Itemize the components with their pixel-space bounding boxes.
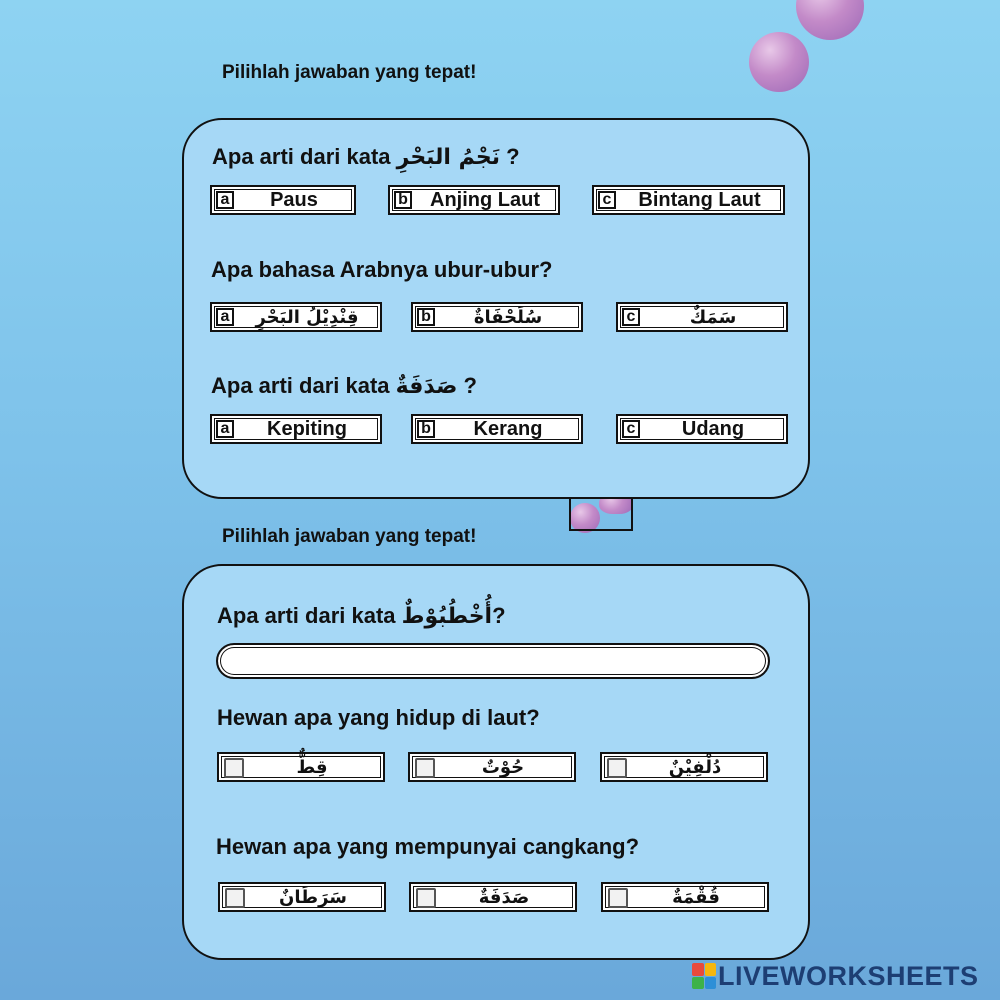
option-a[interactable] xyxy=(210,414,382,444)
question-arabic-word: صَدَفَةٌ xyxy=(395,374,458,399)
option-letter: c xyxy=(622,420,640,438)
logo-square xyxy=(692,963,704,976)
checkbox[interactable] xyxy=(416,888,436,908)
option-label: سَمَكٌ xyxy=(689,307,737,328)
question-text: Apa arti dari kata xyxy=(211,373,396,398)
option-letter: a xyxy=(216,308,234,326)
option-label: Kepiting xyxy=(267,418,347,440)
option-letter: a xyxy=(216,420,234,438)
option-label: حُوْتٌ xyxy=(481,757,525,778)
question-4 xyxy=(217,603,506,629)
checkbox[interactable] xyxy=(607,758,627,778)
option-label: سَرَطَانٌ xyxy=(279,887,347,908)
checkbox-option[interactable] xyxy=(408,752,576,782)
logo-square xyxy=(692,977,704,990)
question-text: Apa arti dari kata xyxy=(217,603,402,628)
option-label: Anjing Laut xyxy=(430,189,540,211)
checkbox[interactable] xyxy=(415,758,435,778)
option-letter: c xyxy=(598,191,616,209)
liveworksheets-logo[interactable] xyxy=(692,960,979,992)
option-label: قِنْدِيْلُ البَحْرِ xyxy=(255,307,359,328)
question-text: Apa arti dari kata xyxy=(212,144,397,169)
question-text: Hewan apa yang mempunyai cangkang? xyxy=(216,834,640,859)
checkbox-option[interactable] xyxy=(600,752,768,782)
question-5 xyxy=(217,705,540,731)
option-c[interactable] xyxy=(592,185,785,215)
option-b[interactable] xyxy=(411,414,583,444)
question-2 xyxy=(211,257,552,283)
option-label: صَدَفَةٌ xyxy=(478,887,530,908)
option-label: Udang xyxy=(681,418,745,440)
checkbox[interactable] xyxy=(224,758,244,778)
answer-input[interactable] xyxy=(216,643,770,679)
option-label: دُلْفِيْنٌ xyxy=(668,757,722,778)
brand-name: LIVEWORKSHEETS xyxy=(718,960,979,991)
logo-square xyxy=(705,963,717,976)
option-letter: c xyxy=(622,308,640,326)
option-label: Bintang Laut xyxy=(638,189,761,211)
logo-square xyxy=(705,977,717,990)
question-text: Apa bahasa Arabnya ubur-ubur? xyxy=(211,257,553,282)
option-label: Kerang xyxy=(473,418,543,440)
checkbox-option[interactable] xyxy=(218,882,386,912)
section1-instruction: Pilihlah jawaban yang tepat! xyxy=(222,62,477,83)
section2-instruction: Pilihlah jawaban yang tepat! xyxy=(222,526,477,547)
option-c[interactable] xyxy=(616,302,788,332)
connector-frame xyxy=(569,497,633,531)
question-suffix: ? xyxy=(457,373,477,398)
option-letter: b xyxy=(417,420,435,438)
option-label: قُقْمَةٌ xyxy=(672,887,720,908)
question-arabic-word: أُخْطُبُوْطٌ xyxy=(401,604,493,629)
question-suffix: ? xyxy=(492,603,506,628)
checkbox[interactable] xyxy=(225,888,245,908)
question-3 xyxy=(211,373,477,399)
option-a[interactable] xyxy=(210,302,382,332)
checkbox-option[interactable] xyxy=(601,882,769,912)
bubble-decoration xyxy=(749,32,809,92)
option-label: سُلَحْفَاةٌ xyxy=(473,307,543,328)
question-6 xyxy=(216,834,639,860)
option-a[interactable] xyxy=(210,185,356,215)
option-c[interactable] xyxy=(616,414,788,444)
option-letter: b xyxy=(394,191,412,209)
question-text: Hewan apa yang hidup di laut? xyxy=(217,705,540,730)
checkbox[interactable] xyxy=(608,888,628,908)
checkbox-option[interactable] xyxy=(409,882,577,912)
option-b[interactable] xyxy=(388,185,560,215)
option-b[interactable] xyxy=(411,302,583,332)
liveworksheets-logo-icon xyxy=(692,963,716,989)
option-label: قِطٌّ xyxy=(296,757,328,778)
option-label: Paus xyxy=(270,189,318,211)
option-letter: b xyxy=(417,308,435,326)
checkbox-option[interactable] xyxy=(217,752,385,782)
question-suffix: ? xyxy=(500,144,520,169)
option-letter: a xyxy=(216,191,234,209)
question-arabic-word: نَجْمُ البَحْرِ xyxy=(396,145,500,170)
question-1 xyxy=(212,144,520,170)
bubble-decoration xyxy=(796,0,864,40)
